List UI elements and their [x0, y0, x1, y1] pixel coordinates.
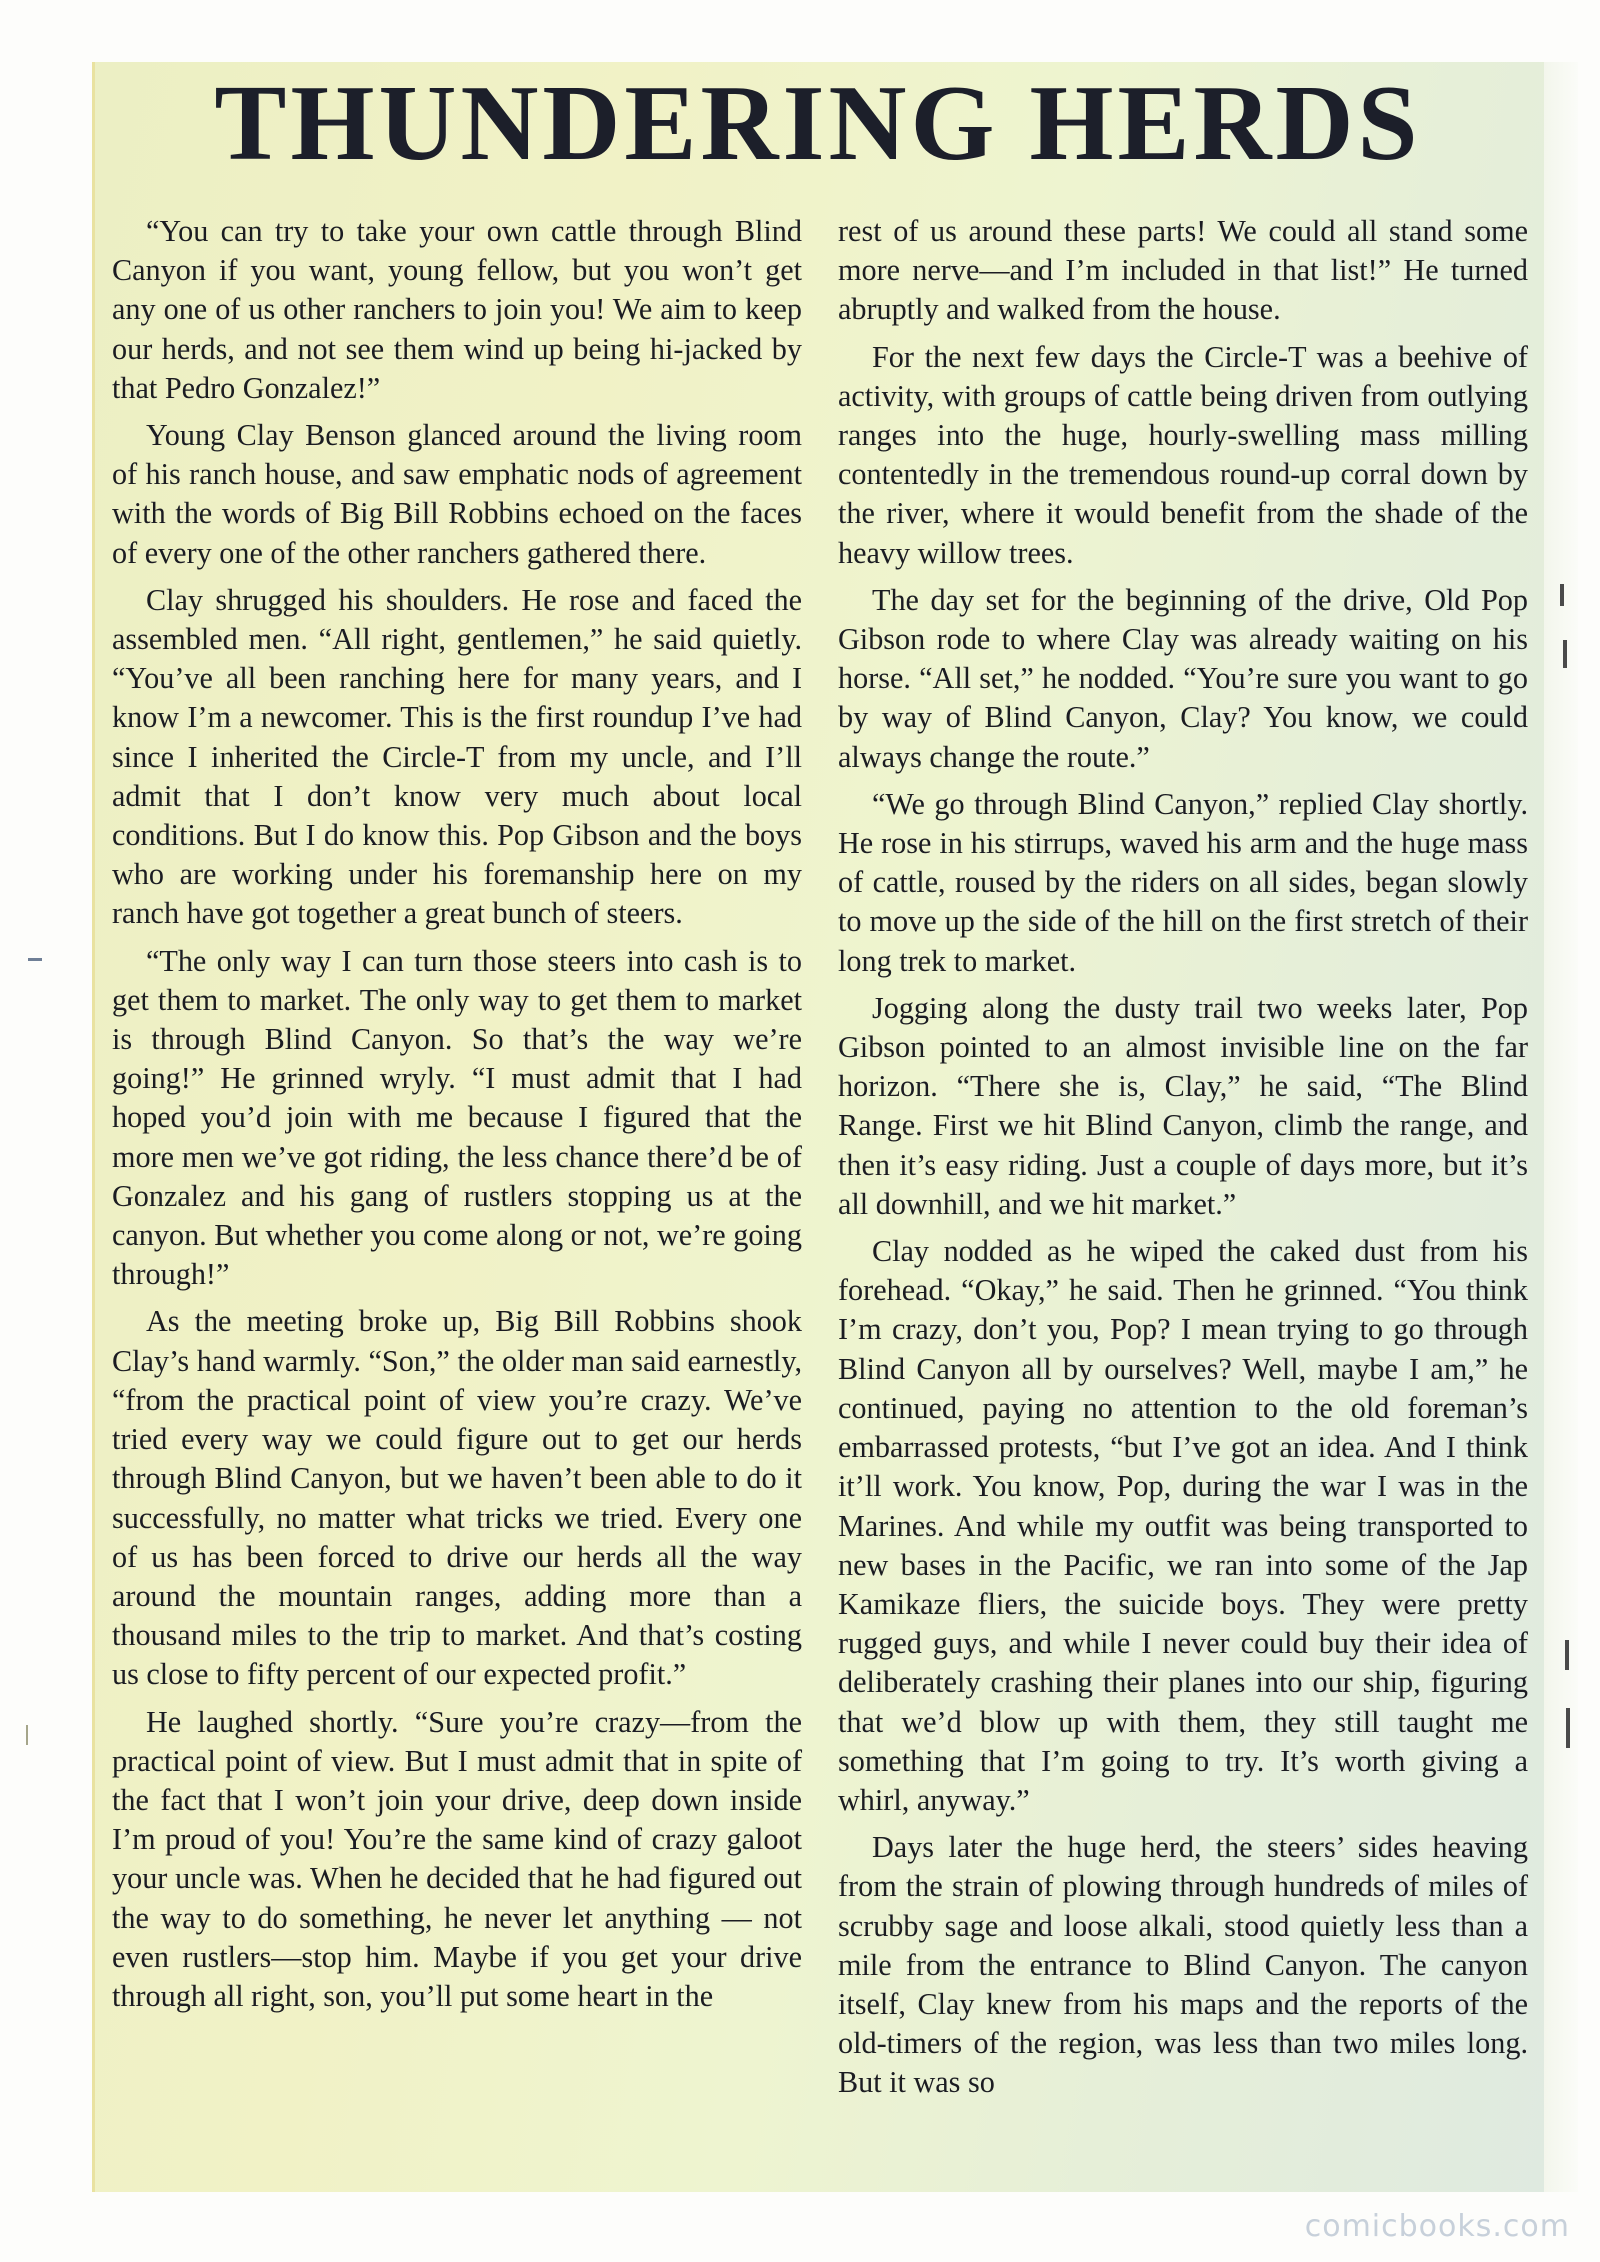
paragraph: Days later the huge herd, the steers’ sides heaving from the strain of plowing through hundreds of miles of scrubby sage and loose alkali, stood quietly less than a mile from the entrance to Blind Canyon. The canyon itself, Clay knew from his maps and the reports of the old-timers of the region, was less than two miles long. But it was so	[838, 1830, 1528, 2100]
right-text-column	[838, 212, 1528, 2111]
binding-mark	[1563, 640, 1567, 668]
paragraph: He laughed shortly. “Sure you’re crazy—from the practical point of view. But I must admit that in spite of the fact that I won’t join your drive, deep down inside I’m proud of you! You’re the same kind of crazy galoot your uncle was. When he decided that he had figured out the way to do something, he never let anything — not even rustlers—stop him. Maybe if you get your drive through all right, son, you’ll put some heart in the	[112, 1704, 802, 2013]
binding-mark	[1565, 1640, 1569, 1670]
binding-mark	[1566, 1708, 1570, 1748]
story-title: THUNDERING HERDS	[214, 64, 1422, 183]
paragraph: Young Clay Benson glanced around the living room of his ranch house, and saw emphatic nods of agreement with the words of Big Bill Robbins echoed on the faces of every one of the other ranchers gathered there.	[112, 418, 802, 570]
paragraph: “The only way I can turn those steers into cash is to get them to market. The only way to get them to market is through Blind Canyon. So that’s the way we’re going!” He grinned wryly. “I must admit that I had hoped you’d join with me because I figured that the more men we’ve got riding, the less chance there’d be of Gonzalez and his gang of rustlers stopping us at the canyon. But whether you come along or not, we’re going through!”	[112, 943, 802, 1292]
paragraph: The day set for the beginning of the drive, Old Pop Gibson rode to where Clay was already waiting on his horse. “All set,” he nodded. “You’re sure you want to go by way of Blind Canyon, Clay? You know, we could always change the route.”	[838, 582, 1528, 774]
paragraph: Clay shrugged his shoulders. He rose and faced the assembled men. “All right, gentlemen,” he said quietly. “You’ve all been ranching here for many years, and I know I’m a newcomer. This is the first roundup I’ve had since I inherited the Circle-T from my uncle, and I’ll admit that I don’t know very much about local conditions. But I do know this. Pop Gibson and the boys who are working under his foremanship here on my ranch have got together a great bunch of steers.	[112, 582, 802, 931]
paragraph: Clay nodded as he wiped the caked dust from his forehead. “Okay,” he said. Then he grinned. “You think I’m crazy, don’t you, Pop? I mean trying to go through Blind Canyon all by ourselves? Well, maybe I am,” he continued, paying no attention to the old foreman’s embarrassed protests, “but I’ve got an idea. And I think it’ll work. You know, Pop, during the war I was in the Marines. And while my outfit was being transported to new bases in the Pacific, we ran into some of the Jap Kamikaze fliers, the suicide boys. They were pretty rugged guys, and while I never could buy their idea of deliberately crashing their planes into our ship, figuring that we’d blow up with them, they still taught me something that I’m going to try. It’s worth giving a whirl, anyway.”	[838, 1234, 1528, 1817]
binding-mark	[1560, 584, 1564, 606]
paragraph: “You can try to take your own cattle through Blind Canyon if you want, young fellow, but you won’t get any one of us other ranchers to join you! We aim to keep our herds, and not see them wind up being hi-jacked by that Pedro Gonzalez!”	[112, 214, 802, 405]
paragraph: Jogging along the dusty trail two weeks later, Pop Gibson pointed to an almost invisible line on the far horizon. “There she is, Clay,” he said, “The Blind Range. First we hit Blind Canyon, climb the range, and then it’s easy riding. Just a couple of days more, but it’s all downhill, and we hit market.”	[838, 990, 1528, 1221]
page-edge	[1544, 62, 1578, 2192]
left-text-column	[112, 212, 802, 2024]
paragraph: “We go through Blind Canyon,” replied Clay shortly. He rose in his stirrups, waved his arm and the huge mass of cattle, roused by the riders on all sides, began slowly to move up the side of the hill on the first stretch of their long trek to market.	[838, 786, 1528, 978]
site-watermark: comicbooks.com	[1304, 2209, 1570, 2244]
margin-mark	[28, 958, 42, 961]
margin-mark	[26, 1725, 28, 1745]
paragraph: For the next few days the Circle-T was a beehive of activity, with groups of cattle being driven from outlying ranges into the huge, hourly-swelling mass milling contentedly in the tremendous round-up corral down by the river, where it would benefit from the shade of the heavy willow trees.	[838, 339, 1528, 570]
paragraph: rest of us around these parts! We could all stand some more nerve—and I’m included in that list!” He turned abruptly and walked from the house.	[838, 214, 1528, 327]
paragraph: As the meeting broke up, Big Bill Robbins shook Clay’s hand warmly. “Son,” the older man said earnestly, “from the practical point of view you’re crazy. We’ve tried every way we could figure out to get our herds through Blind Canyon, but we haven’t been able to do it successfully, no matter what tricks we tried. Every one of us has been forced to drive our herds all the way around the mountain ranges, adding more than a thousand miles to the trip to market. And that’s costing us close to fifty percent of our expected profit.”	[112, 1304, 802, 1692]
